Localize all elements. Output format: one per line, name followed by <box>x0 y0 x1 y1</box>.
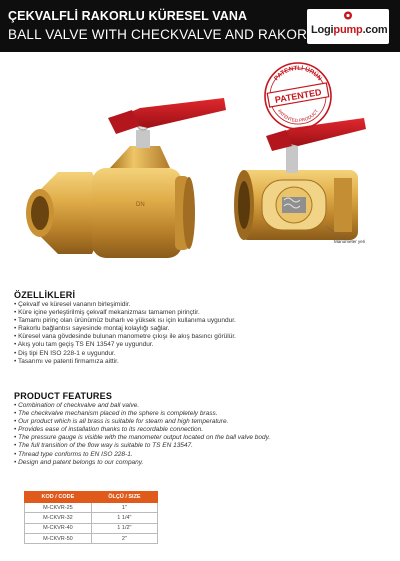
list-item: • The checkvalve mechanism placed in the sphere is completely brass. <box>14 410 394 418</box>
logipump-logo[interactable] <box>307 9 389 44</box>
svg-text:PATENTLİ ÜRÜN: PATENTLİ ÜRÜN <box>272 64 324 83</box>
cell-size: 1 1/2" <box>91 523 157 533</box>
svg-text:DN: DN <box>136 202 145 208</box>
column-header-size: ÖLÇÜ / SIZE <box>91 492 157 503</box>
list-item: • Akış yolu tam geçiş TS EN 13547 ye uygundur. <box>14 341 394 349</box>
logo-text: Logipump.com <box>311 24 388 36</box>
features-en-list <box>14 402 394 467</box>
cell-size: 1 1/4" <box>91 513 157 523</box>
list-item: • Combination of checkvalve and ball valve. <box>14 402 394 410</box>
cell-size: 1" <box>91 503 157 513</box>
list-item: • The pressure gauge is visible with the manometer output located on the ball valve body. <box>14 434 394 442</box>
spec-table <box>24 491 158 544</box>
list-item: • Küre içine yerleştirilmiş çekvalf mekanizması tamamen pirinçtir. <box>14 309 394 317</box>
list-item: • Küresel vana gövdesinde bulunan manometre çıkışı ile akış basıncı görülür. <box>14 333 394 341</box>
cell-size: 2" <box>91 533 157 543</box>
table-row <box>25 523 158 533</box>
list-item: • Provides ease of installation thanks to its recordable connection. <box>14 426 394 434</box>
list-item: • Diş tipi EN ISO 228-1 e uygundur. <box>14 350 394 358</box>
svg-text:PATENTED PRODUCT: PATENTED PRODUCT <box>276 108 320 124</box>
list-item: • Tamamı pirinç olan ürünümüz buharlı ve yüksek ısı için kullanıma uygundur. <box>14 317 394 325</box>
title-turkish: ÇEKVALFLİ RAKORLU KÜRESEL VANA <box>8 9 248 23</box>
list-item: • Thread type conforms to EN ISO 228-1. <box>14 451 394 459</box>
table-row <box>25 513 158 523</box>
table-row <box>25 533 158 543</box>
cell-code: M-CKVR-25 <box>25 503 92 513</box>
list-item: • Design and patent belongs to our company. <box>14 459 394 467</box>
features-tr-title: ÖZELLİKLERİ <box>14 290 76 300</box>
list-item: • Tasarımı ve patenti firmamıza aittir. <box>14 358 394 366</box>
product-photo-area <box>0 52 400 288</box>
table-header-row <box>25 492 158 503</box>
manometer-label: Manometer yeri <box>334 239 366 244</box>
patented-stamp-icon <box>262 60 334 132</box>
logo-icon <box>342 11 354 20</box>
ball-valve-image <box>0 52 400 288</box>
list-item: • The full transition of the flow way is suitable to TS EN 13547. <box>14 442 394 450</box>
svg-text:PATENTED: PATENTED <box>274 86 323 106</box>
list-item: • Çekvalf ve küresel vananın birleşimidir. <box>14 301 394 309</box>
column-header-code: KOD / CODE <box>25 492 92 503</box>
list-item: • Our product which is all brass is suitable for steam and high temperature. <box>14 418 394 426</box>
title-english: BALL VALVE WITH CHECKVALVE AND RAKOR <box>8 27 308 42</box>
features-en-title: PRODUCT FEATURES <box>14 391 113 401</box>
list-item: • Rakorlu bağlantısı sayesinde montaj kolaylığı sağlar. <box>14 325 394 333</box>
table-row <box>25 503 158 513</box>
header-bar <box>0 0 400 52</box>
cell-code: M-CKVR-40 <box>25 523 92 533</box>
cell-code: M-CKVR-32 <box>25 513 92 523</box>
features-tr-list <box>14 301 394 366</box>
cell-code: M-CKVR-50 <box>25 533 92 543</box>
